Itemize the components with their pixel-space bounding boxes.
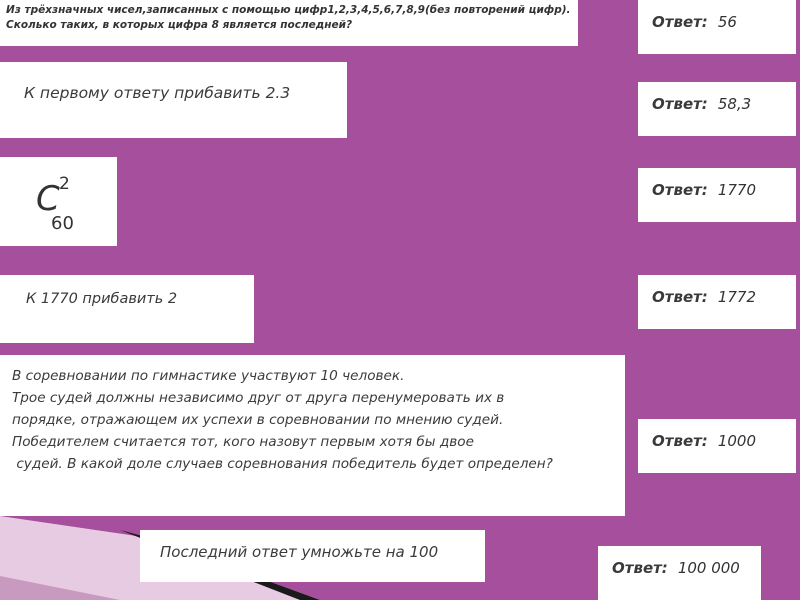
question-5-line: Трое судей должны независимо друг от друга перенумеровать их в <box>12 390 505 406</box>
combination-symbol: C <box>36 179 60 219</box>
task-6-text: Последний ответ умножьте на 100 <box>160 543 439 561</box>
question-1-box <box>0 0 578 46</box>
answer-label: Ответ: <box>652 432 708 450</box>
answer-label: Ответ: <box>652 181 708 199</box>
answer-box <box>638 275 796 329</box>
question-5-line: порядке, отражающем их успехи в соревновании по мнению судей. <box>12 412 504 428</box>
task-4-text: К 1770 прибавить 2 <box>26 291 178 307</box>
answer-box <box>598 546 761 600</box>
question-5-box <box>0 355 625 516</box>
task-4-box <box>0 275 254 343</box>
answer-value: 56 <box>717 13 737 31</box>
answer-value: 58,3 <box>717 95 752 113</box>
answer-box <box>638 0 796 54</box>
combination-box <box>0 157 117 246</box>
task-6-box <box>140 530 485 582</box>
question-5-line: В соревновании по гимнастике участвуют 10 человек. <box>12 368 405 384</box>
answer-label: Ответ: <box>652 13 708 31</box>
answer-label: Ответ: <box>612 559 668 577</box>
question-1-line: Сколько таких, в которых цифра 8 является последней? <box>6 19 353 31</box>
question-5-line: Победителем считается тот, кого назовут первым хотя бы двое <box>12 434 474 450</box>
answer-label: Ответ: <box>652 288 708 306</box>
combination-subscript: 60 <box>51 213 74 234</box>
answer-value: 100 000 <box>677 559 740 577</box>
answer-box <box>638 419 796 473</box>
question-1-line: Из трёхзначных чисел,записанных с помощью цифр1,2,3,4,5,6,7,8,9(без повторений цифр). <box>6 4 571 16</box>
answer-label: Ответ: <box>652 95 708 113</box>
answer-value: 1770 <box>717 181 756 199</box>
answer-box <box>638 168 796 222</box>
answer-value: 1000 <box>717 432 756 450</box>
question-5-line: судей. В какой доле случаев соревнования победитель будет определен? <box>12 456 553 472</box>
task-2-text: К первому ответу прибавить 2.3 <box>24 84 291 102</box>
answer-box <box>638 82 796 136</box>
combination-superscript: 2 <box>59 174 70 194</box>
answer-value: 1772 <box>717 288 756 306</box>
task-2-box <box>0 62 347 138</box>
